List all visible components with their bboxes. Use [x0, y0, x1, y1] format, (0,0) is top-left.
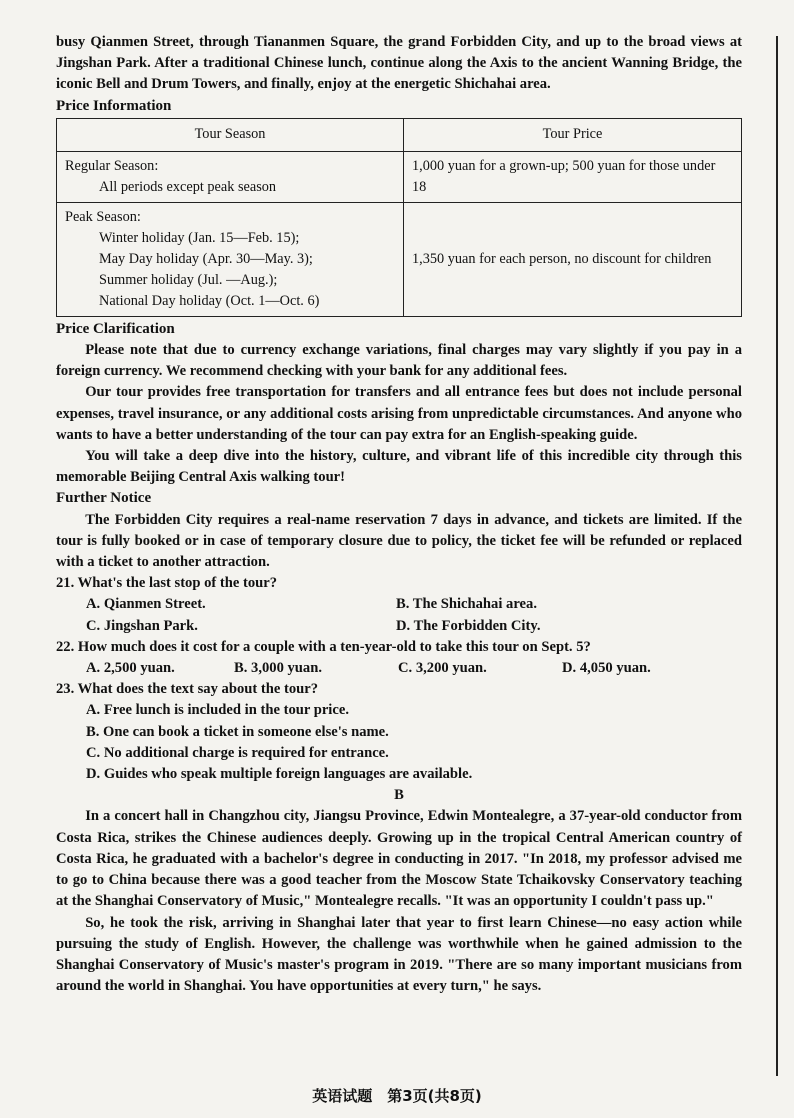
question-21: 21. What's the last stop of the tour?: [56, 575, 278, 592]
option-a: A. 2,500 yuan.: [86, 660, 175, 677]
section-b-paragraph: In a concert hall in Changzhou city, Jiangsu Province, Edwin Montealegre, a 37-year-old conductor from Costa Rica, strikes the Chinese audiences deeply. Growing up in the tropical Central American country of Costa Rica, he graduated with a bachelor's degree in conducting in 2017. "In 2018, my professor advised me to go to China because there was a good teacher from the Moscow State Tchaikovsky Conservatory teaching at the Shanghai Conservatory of Music," Montealegre recalls. "It was an opportunity I couldn't pass up.": [56, 808, 742, 910]
regular-season-price: 1,000 yuan for a grown-up; 500 yuan for those under 18: [404, 151, 742, 202]
further-notice-heading: Further Notice: [56, 490, 152, 507]
clarification-paragraph: Please note that due to currency exchange variations, final charges may vary slightly if you pay in a foreign currency. We recommend checking with your bank for any additional fees.: [56, 342, 742, 380]
price-information-heading: Price Information: [56, 97, 172, 114]
price-table: [56, 118, 742, 317]
price-clarification-heading: Price Clarification: [56, 320, 175, 337]
option-d: D. The Forbidden City.: [396, 617, 541, 634]
option-a: A. Free lunch is included in the tour price.: [86, 702, 349, 719]
section-b-paragraph: So, he took the risk, arriving in Shanghai later that year to first learn Chinese—no easy action while pursuing the study of English. However, the challenge was worthwhile when he gained admission to the Shanghai Conservatory of Music's master's program in 2019. "There are so many important musicians from around the world in Shanghai. You have opportunities at every turn," he says.: [56, 914, 742, 995]
header-tour-season: Tour Season: [57, 118, 404, 151]
section-b-label: B: [394, 787, 404, 804]
peak-item: Summer holiday (Jul. —Aug.);: [99, 271, 278, 288]
clarification-paragraph: You will take a deep dive into the history, culture, and vibrant life of this incredible city through this memorable Beijing Central Axis walking tour!: [56, 448, 742, 486]
regular-season-detail: All periods except peak season: [99, 178, 277, 195]
notice-paragraph: The Forbidden City requires a real-name reservation 7 days in advance, and tickets are limited. If the tour is fully booked or in case of temporary closure due to policy, the ticket fee will be refunded or replaced with a ticket to another attraction.: [56, 511, 742, 571]
peak-season-price: 1,350 yuan for each person, no discount for children: [404, 202, 742, 316]
regular-season-row: [57, 151, 742, 202]
exam-page: [56, 32, 742, 997]
option-b: B. One can book a ticket in someone else's name.: [86, 723, 389, 740]
clarification-paragraph: Our tour provides free transportation for transfers and all entrance fees but does not include personal expenses, travel insurance, or any additional costs arising from unpredictable circumstances. And anyone who wants to have a better understanding of the tour can pay extra for an English-speaking guide.: [56, 384, 742, 443]
question-23: 23. What does the text say about the tour?: [56, 681, 319, 698]
intro-continued: busy Qianmen Street, through Tiananmen Square, the grand Forbidden City, and up to the broad views at Jingshan Park. After a traditional Chinese lunch, continue along the Axis to the ancient Wanning Bridge, the iconic Bell and Drum Towers, and finally, enjoy at the energetic Shichahai area.: [56, 34, 742, 93]
peak-season-row: [57, 202, 742, 316]
regular-season-title: Regular Season:: [65, 157, 159, 174]
peak-season-cell: [57, 202, 404, 316]
peak-season-title: Peak Season:: [65, 208, 141, 225]
option-c: C. Jingshan Park.: [86, 617, 198, 634]
option-c: C. 3,200 yuan.: [398, 660, 487, 677]
regular-season-cell: [57, 151, 404, 202]
option-d: D. Guides who speak multiple foreign languages are available.: [86, 766, 473, 783]
peak-item: Winter holiday (Jan. 15—Feb. 15);: [99, 229, 300, 246]
page-footer: 英语试题 第3页(共8页): [312, 1087, 482, 1105]
option-b: B. 3,000 yuan.: [234, 660, 322, 677]
margin-rule: [776, 36, 778, 1076]
option-c: C. No additional charge is required for entrance.: [86, 744, 389, 761]
peak-item: National Day holiday (Oct. 1—Oct. 6): [99, 292, 320, 309]
question-23-options: [56, 700, 742, 785]
option-a: A. Qianmen Street.: [86, 596, 206, 613]
question-22-options: [56, 658, 742, 679]
header-tour-price: Tour Price: [404, 118, 742, 151]
option-b: B. The Shichahai area.: [396, 596, 537, 613]
price-table-header: [57, 118, 742, 151]
peak-item: May Day holiday (Apr. 30—May. 3);: [99, 250, 313, 267]
question-21-options: [56, 594, 742, 636]
question-22: 22. How much does it cost for a couple with a ten-year-old to take this tour on Sept. 5?: [56, 638, 591, 655]
option-d: D. 4,050 yuan.: [562, 660, 651, 677]
